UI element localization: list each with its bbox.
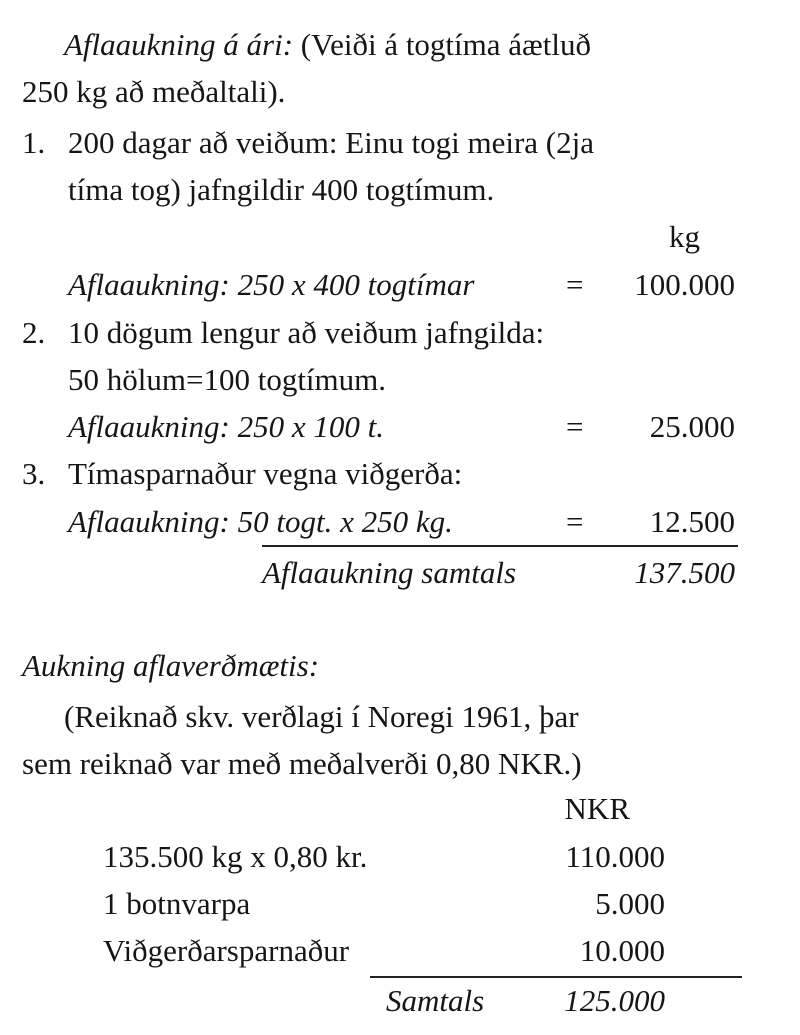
section2-total-value: 125.000 bbox=[564, 983, 665, 1018]
section2-unit: NKR bbox=[564, 791, 630, 826]
item1-line1: 200 dagar að veiðum: Einu togi meira (2ja bbox=[68, 125, 594, 160]
item1-line2: tíma tog) jafngildir 400 togtímum. bbox=[68, 172, 495, 207]
item2-line2: 50 hölum=100 togtímum. bbox=[68, 362, 387, 397]
item3-line1: Tímasparnaður vegna viðgerða: bbox=[68, 456, 463, 491]
item2-line1: 10 dögum lengur að veiðum jafngilda: bbox=[68, 315, 545, 350]
section1-intro-line1 bbox=[64, 25, 591, 65]
section1-total-label: Aflaaukning samtals bbox=[262, 555, 517, 590]
section2-row-label: 135.500 kg x 0,80 kr. bbox=[103, 839, 368, 874]
item3-value: 12.500 bbox=[649, 504, 735, 539]
section2-row-label: 1 botnvarpa bbox=[103, 886, 251, 921]
item3-number: 3. bbox=[22, 456, 46, 491]
item3-calc-label: Aflaaukning: 50 togt. x 250 kg. bbox=[68, 504, 453, 539]
item2-equals: = bbox=[566, 409, 584, 444]
section2-note-line1: (Reiknað skv. verðlagi í Noregi 1961, þar bbox=[64, 699, 579, 734]
item1-calc-label: Aflaaukning: 250 x 400 togtímar bbox=[68, 267, 475, 302]
section1-intro-line2: 250 kg að meðaltali). bbox=[22, 74, 286, 109]
section2-heading: Aukning aflaverðmætis: bbox=[22, 648, 320, 683]
section2-row-value: 10.000 bbox=[579, 933, 665, 968]
section1-heading: Aflaaukning á ári: bbox=[64, 27, 294, 62]
section2-row-value: 110.000 bbox=[565, 839, 665, 874]
item1-value: 100.000 bbox=[634, 267, 735, 302]
section1-total-value: 137.500 bbox=[634, 555, 735, 590]
item2-calc-label: Aflaaukning: 250 x 100 t. bbox=[68, 409, 384, 444]
item2-number: 2. bbox=[22, 315, 46, 350]
section2-note-line2: sem reiknað var með meðalverði 0,80 NKR.) bbox=[22, 746, 582, 781]
section2-row-value: 5.000 bbox=[595, 886, 665, 921]
item1-unit: kg bbox=[669, 219, 700, 254]
section2-total-label: Samtals bbox=[386, 983, 485, 1018]
section2-row-label: Viðgerðarsparnaður bbox=[103, 933, 350, 968]
section2-total-rule bbox=[370, 976, 742, 978]
item2-value: 25.000 bbox=[649, 409, 735, 444]
item1-equals: = bbox=[566, 267, 584, 302]
section1-intro-rest: (Veiði á togtíma áætluð bbox=[300, 27, 591, 62]
item3-equals: = bbox=[566, 504, 584, 539]
section1-total-rule bbox=[262, 545, 738, 547]
item1-number: 1. bbox=[22, 125, 46, 160]
